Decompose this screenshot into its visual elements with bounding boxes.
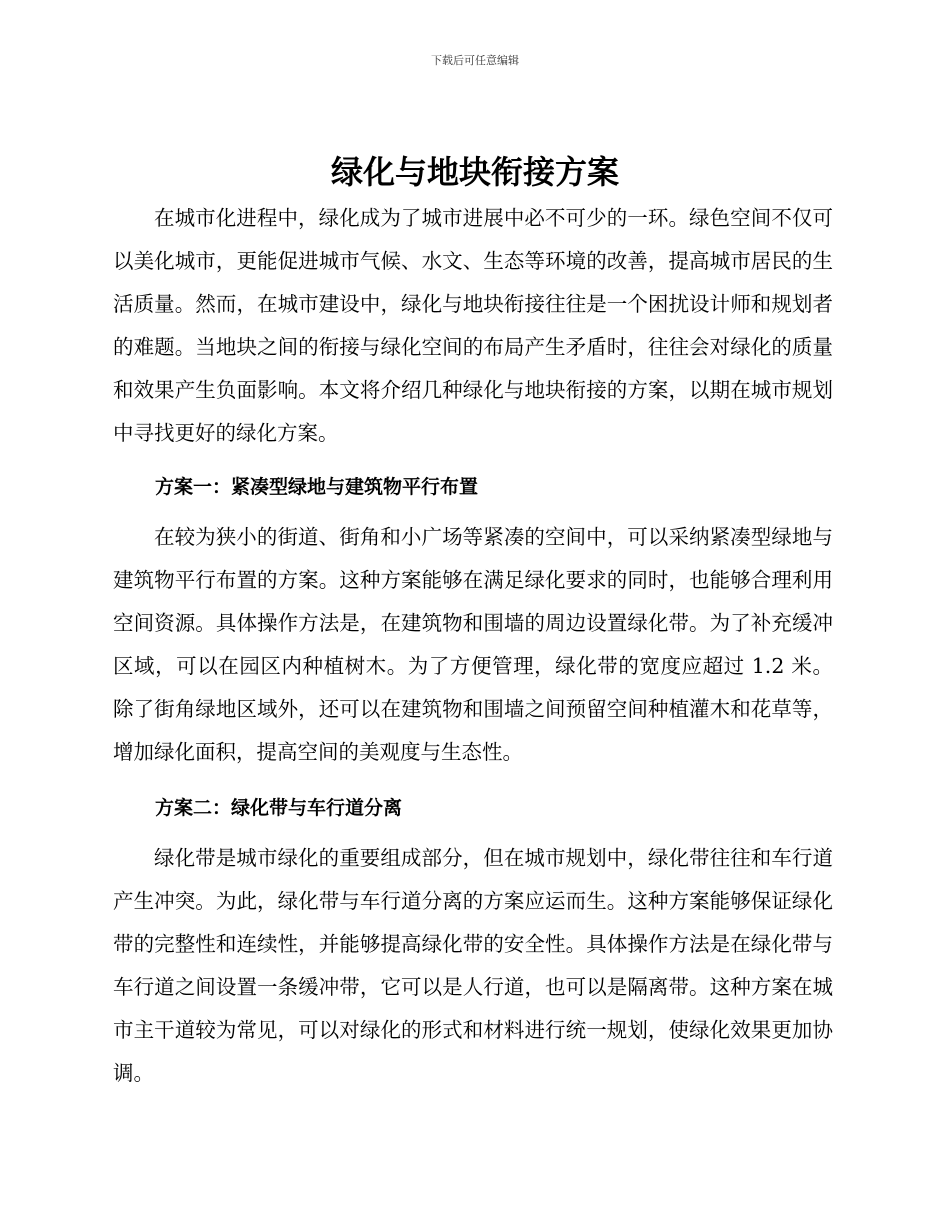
document-title: 绿化与地块衔接方案 — [330, 153, 619, 191]
section-body-scheme-2: 绿化带是城市绿化的重要组成部分，但在城市规划中，绿化带往往和车行道产生冲突。为此，绿化带与车行道分离的方案应运而生。这种方案能够保证绿化带的完整性和连续性，并能够提高绿化带的安全性。具体操作方法是在绿化带与车行道之间设置一条缓冲带，它可以是人行道，也可以是隔离带。这种方案在城市主干道较为常见，可以对绿化的形式和材料进行统一规划，使绿化效果更加协调。 — [113, 846, 833, 1085]
section-heading-scheme-2: 方案二：绿化带与车行道分离 — [155, 797, 403, 819]
header-note: 下载后可任意编辑 — [431, 54, 519, 67]
section-body-scheme-1: 在较为狭小的街道、街角和小广场等紧凑的空间中，可以采纳紧凑型绿地与建筑物平行布置的方案。这种方案能够在满足绿化要求的同时，也能够合理利用空间资源。具体操作方法是，在建筑物和围墙的周边设置绿化带。为了补充缓冲区域，可以在园区内种植树木。为了方便管理，绿化带的宽度应超过 1.2 米。除了街角绿地区域外，还可以在建筑物和围墙之间预留空间种植灌木和花草等，增加绿化面积，提高空间的美观度与生态性。 — [113, 525, 833, 764]
intro-paragraph: 在城市化进程中，绿化成为了城市进展中必不可少的一环。绿色空间不仅可以美化城市，更能促进城市气候、水文、生态等环境的改善，提高城市居民的生活质量。然而，在城市建设中，绿化与地块衔接往往是一个困扰设计师和规划者的难题。当地块之间的衔接与绿化空间的布局产生矛盾时，往往会对绿化的质量和效果产生负面影响。本文将介绍几种绿化与地块衔接的方案，以期在城市规划中寻找更好的绿化方案。 — [113, 206, 833, 445]
section-heading-scheme-1: 方案一：紧凑型绿地与建筑物平行布置 — [155, 476, 479, 498]
